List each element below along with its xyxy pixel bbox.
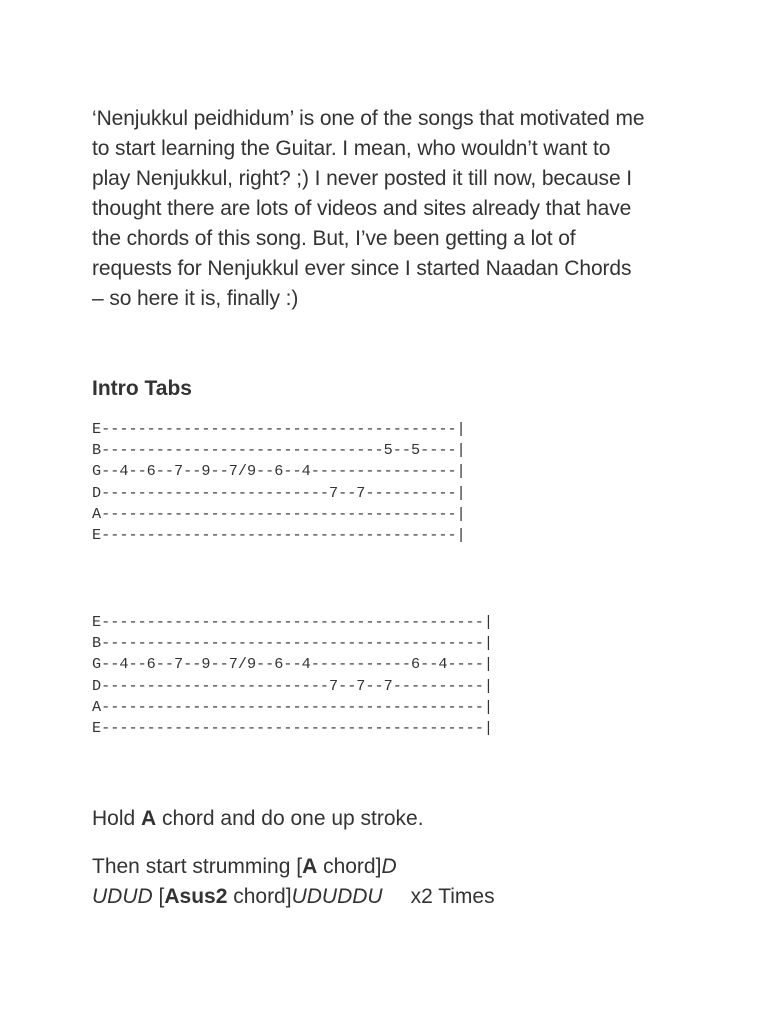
instruction-hold-chord xyxy=(92,804,424,834)
instruction-text: chord] xyxy=(317,855,382,878)
tab-line: E------------------------------------------| xyxy=(92,719,494,738)
tab-line: G--4--6--7--9--7/9--6--4-----------6--4----| xyxy=(92,655,494,674)
chord-name: A xyxy=(141,807,157,830)
chord-name: A xyxy=(302,855,318,878)
instruction-text: [ xyxy=(152,885,165,908)
tab-line: A---------------------------------------| xyxy=(92,504,466,523)
instruction-strumming-continued xyxy=(92,882,495,912)
intro-line: requests for Nenjukkul ever since I started Naadan Chords xyxy=(92,257,632,280)
tab-line: D-------------------------7--7--7----------| xyxy=(92,676,494,695)
instruction-text: chord] xyxy=(227,885,292,908)
tab-line: E---------------------------------------| xyxy=(92,526,466,545)
intro-line: ‘Nenjukkul peidhidum’ is one of the songs that motivated me xyxy=(92,107,645,130)
tab-line: B-------------------------------5--5----| xyxy=(92,441,466,460)
intro-line: the chords of this song. But, I’ve been getting a lot of xyxy=(92,227,576,250)
intro-line: – so here it is, finally :) xyxy=(92,287,299,310)
tab-line: E---------------------------------------| xyxy=(92,420,466,438)
tab-line: B------------------------------------------| xyxy=(92,634,494,653)
strum-pattern: UDUD xyxy=(92,885,153,908)
tab-line: A------------------------------------------| xyxy=(92,697,494,716)
intro-tabs-heading: Intro Tabs xyxy=(92,377,192,400)
instruction-text: chord and do one up stroke. xyxy=(156,807,424,830)
chord-name: Asus2 xyxy=(164,885,228,908)
instruction-text: Hold xyxy=(92,807,142,830)
tab-block-1 xyxy=(92,419,466,546)
tab-block-2 xyxy=(92,612,493,739)
intro-line: thought there are lots of videos and sites already that have xyxy=(92,197,632,220)
article-body xyxy=(92,104,692,908)
instruction-strumming xyxy=(92,852,397,882)
tab-line: E------------------------------------------| xyxy=(92,613,494,631)
instruction-text: Then start strumming [ xyxy=(92,855,303,878)
tab-line: D-------------------------7--7----------| xyxy=(92,483,466,502)
intro-line: play Nenjukkul, right? ;) I never posted it till now, because I xyxy=(92,167,632,190)
strum-pattern: UDUDDU xyxy=(291,885,383,908)
intro-paragraph xyxy=(92,104,692,314)
tab-line: G--4--6--7--9--7/9--6--4----------------| xyxy=(92,462,466,481)
repeat-count: x2 Times xyxy=(410,885,495,908)
intro-line: to start learning the Guitar. I mean, who wouldn’t want to xyxy=(92,137,611,160)
strum-pattern: D xyxy=(381,855,397,878)
